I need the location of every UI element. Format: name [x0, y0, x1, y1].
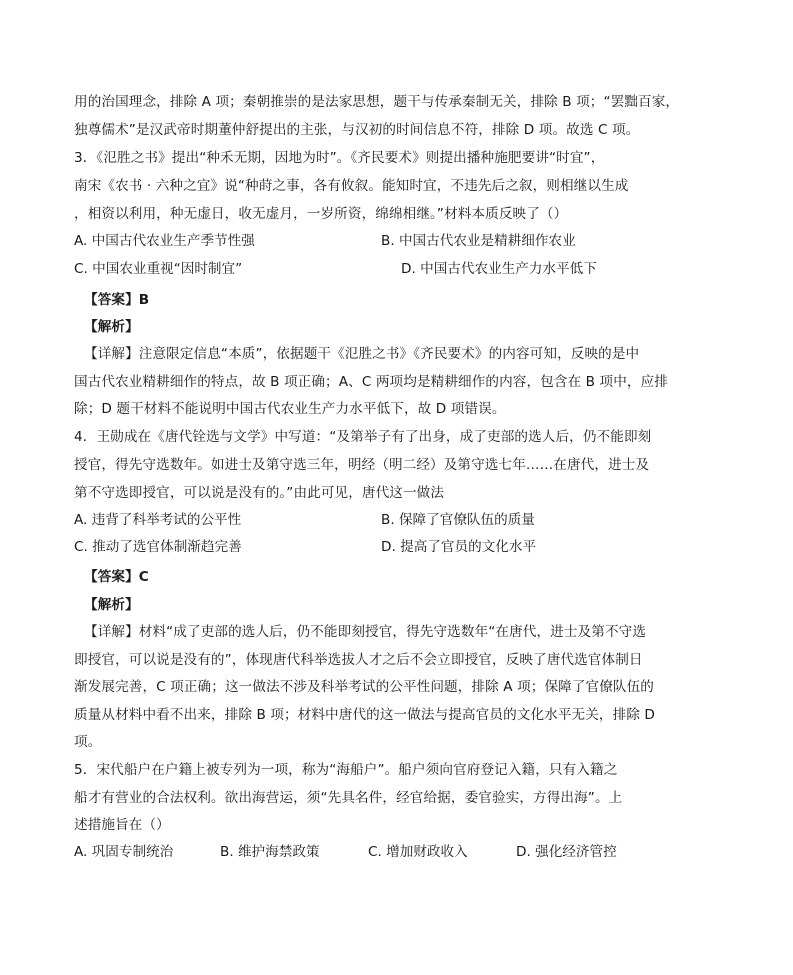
question-4-stem: 第不守选即授官，可以说是没有的。”由此可见，唐代这一做法	[74, 485, 445, 501]
question-4-option-a: A. 违背了科举考试的公平性	[74, 512, 242, 528]
question-5-stem: 述措施旨在（）	[74, 817, 170, 833]
question-4-explanation: 渐发展完善，C 项正确；这一做法不涉及科举考试的公平性问题，排除 A 项；保障了官僚队伍的	[74, 679, 655, 695]
question-4-explanation: 即授官，可以说是没有的”，体现唐代科举选拔人才之后不会立即授官，反映了唐代选官体制日	[74, 652, 643, 668]
text-line: 独尊儒术”是汉武帝时期董仲舒提出的主张，与汉初的时间信息不符，排除 D 项。故选 C 项。	[74, 122, 640, 138]
question-3-explanation: 国古代农业精耕细作的特点，故 B 项正确；A、C 两项均是精耕细作的内容，包含在 B 项中，应排	[74, 374, 669, 390]
question-4-explanation: 项。	[74, 734, 102, 750]
question-3-explanation: 【详解】注意限定信息“本质”，依据题干《氾胜之书》《齐民要术》的内容可知，反映的是中	[84, 346, 640, 362]
question-5-stem: 船才有营业的合法权利。欲出海营运，须“先具名件，经官给据，委官验实，方得出海”。上	[74, 790, 623, 806]
question-4-explanation: 质量从材料中看不出来，排除 B 项；材料中唐代的这一做法与提高官员的文化水平无关，排除 D	[74, 707, 656, 723]
question-4-analysis-heading: 【解析】	[84, 597, 139, 613]
question-5-option-c: C. 增加财政收入	[368, 844, 468, 860]
question-4-explanation: 【详解】材料“成了吏部的选人后，仍不能即刻授官，得先守选数年“在唐代，进士及第不守选	[84, 624, 647, 640]
question-5-option-a: A. 巩固专制统治	[74, 844, 174, 860]
question-5-option-d: D. 强化经济管控	[516, 844, 617, 860]
question-5-option-b: B. 维护海禁政策	[220, 844, 320, 860]
question-3-answer: 【答案】B	[84, 292, 150, 308]
question-5-stem: 5．宋代船户在户籍上被专列为一项，称为“海船户”。船户须向官府登记入籍，只有入籍之	[74, 762, 618, 778]
question-4-option-c: C. 推动了选官体制渐趋完善	[74, 539, 242, 555]
question-3-stem: 3．《氾胜之书》提出“种禾无期，因地为时”。《齐民要术》则提出播种施肥要讲“时宜”，	[74, 150, 605, 166]
question-4-answer: 【答案】C	[84, 569, 149, 585]
question-3-option-d: D. 中国古代农业生产力水平低下	[401, 261, 597, 277]
question-3-option-c: C. 中国农业重视“因时制宜”	[74, 261, 243, 277]
question-3-option-a: A. 中国古代农业生产季节性强	[74, 233, 255, 249]
question-4-option-b: B. 保障了官僚队伍的质量	[381, 512, 535, 528]
question-3-analysis-heading: 【解析】	[84, 319, 139, 335]
question-3-explanation: 除；D 题干材料不能说明中国古代农业生产力水平低下，故 D 项错误。	[74, 401, 506, 417]
question-3-stem: ，相资以利用，种无虚日，收无虚月，一岁所资，绵绵相继。”材料本质反映了（）	[74, 206, 568, 222]
question-4-stem: 授官，得先守选数年。如进士及第守选三年，明经（明二经）及第守选七年……在唐代，进士及	[74, 457, 650, 473]
question-3-option-b: B. 中国古代农业是精耕细作农业	[381, 233, 576, 249]
question-4-stem: 4．王勋成在《唐代铨选与文学》中写道：“及第举子有了出身，成了吏部的选人后，仍不能即刻	[74, 429, 652, 445]
question-4-option-d: D. 提高了官员的文化水平	[381, 539, 537, 555]
question-3-stem: 南宋《农书 · 六种之宜》说“种莳之事，各有攸叙。能知时宜，不违先后之叙，则相继以生成	[74, 178, 629, 194]
text-line: 用的治国理念，排除 A 项；秦朝推崇的是法家思想，题干与传承秦制无关，排除 B 项；“罢黜百家，	[74, 94, 680, 110]
